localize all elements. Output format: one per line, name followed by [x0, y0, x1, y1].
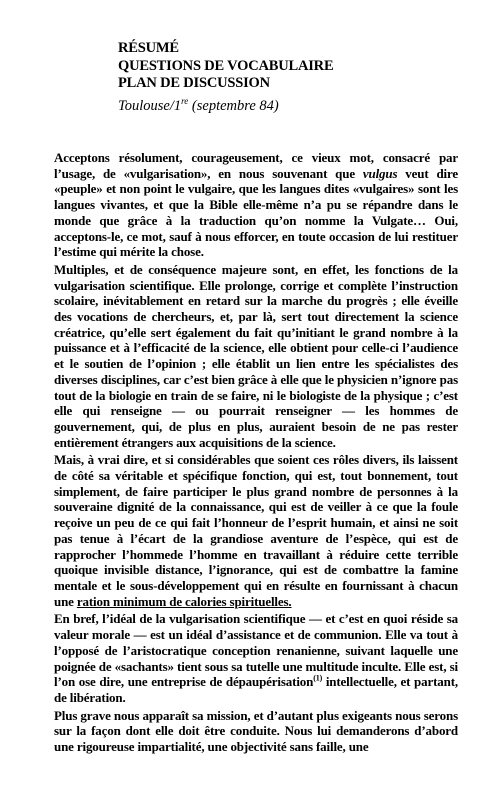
document-header — [118, 40, 333, 115]
subtitle-date: (septembre 84) — [188, 97, 279, 114]
paragraph-4 — [54, 611, 458, 705]
paragraph-3-text: Mais, à vrai dire, et si considérables que soient ces rôles divers, ils laissent de côté sa véritable et spécifique fonction, qui est, tout bonnement, tout simplement, de faire participer le plus grand nombre de personnes à la souveraine dignité de la connaissance, qui est de veiller à ce que la foule reçoive un peu de ce qui fait l’honneur de l’esprit humain, et ainsi ne soit pas tenue à l’écart de la grandiose aventure de l’espèce, qui est de rapprocher l’hommede l’homme en travaillant à réduire cette terrible quoique invisible distance, l’ignorance, qui est de combattre la famine mentale et le sous-développement qui en résulte en fournissant à chacun une — [54, 452, 458, 609]
paragraph-1-text-a: Acceptons résolument, courageusement, ce vieux mot, consacré par l’usage, de «vulgarisation», en nous souvenant que — [54, 150, 458, 181]
paragraph-2: Multiples, et de conséquence majeure sont, en effet, les fonctions de la vulgarisation scientifique. Elle prolonge, corrige et complète l’instruction scolaire, inévitablement en retard sur la marche du progrès ; elle éveille des vocations de chercheurs, et, par là, sert tout directement la science créatrice, qu’elle sert également du fait qu’initiant le grand nombre à la puissance et à l’efficacité de la science, elle obtient pour celle-ci l’audience et le soutien de l’opinion ; elle établit un lien entre les spécialistes des diverses disciplines, car c’est bien grâce à elle que le physicien n’ignore pas tout de la biologie en train de se faire, ni le biologiste de la physique ; c’est elle qui renseigne — ou pourrait renseigner — les hommes de gouvernement, qui, de plus en plus, auraient besoin de ne pas rester entièrement étrangers aux acquisitions de la science. — [54, 261, 458, 450]
heading-resume: RÉSUMÉ — [118, 40, 179, 56]
footnote-marker: (1) — [313, 673, 323, 683]
heading-vocabulary: QUESTIONS DE VOCABULAIRE — [118, 57, 334, 74]
subtitle-place-date — [118, 93, 333, 115]
underlined-phrase: ration minimum de calories spirituelles. — [76, 593, 292, 609]
paragraph-4-text-a: En bref, l’idéal de la vulgarisation scientifique — et c’est en quoi réside sa valeur morale — est un idéal d’assistance et de communion. Elle va tout à l’opposé de l’aristocratique conception renanienne, suivant laquelle une poignée de «sachants» tient sous sa tutelle une multitude inculte. Elle est, si l’on ose dire, une entreprise de dépaupérisation — [54, 611, 458, 690]
subtitle-sup: re — [181, 95, 189, 106]
heading-discussion: PLAN DE DISCUSSION — [118, 75, 270, 91]
document-body — [54, 150, 458, 757]
paragraph-5: Plus grave nous apparaît sa mission, et d’autant plus exigeants nous serons sur la façon dont elle doit être conduite. Nous lui demanderons d’abord une rigoureuse impartialité, une objectivité sans faille, une — [54, 707, 458, 755]
paragraph-4-text-b: intellectuelle, et partant, de libération. — [54, 674, 458, 705]
subtitle-place: Toulouse/1 — [118, 97, 182, 114]
paragraph-1 — [54, 150, 458, 260]
italic-word-vulgus: vulgus — [362, 165, 398, 181]
paragraph-3 — [54, 452, 458, 609]
paragraph-1-text-b: veut dire «peuple» et non point le vulgaire, que les langues dites «vulgaires» sont les langues vivantes, et que la Bible elle-même n’a pu se répandre dans le monde que grâce à la traduction qu’on nomme la Vulgate… Oui, acceptons-le, ce mot, sauf à nous efforcer, en toute occasion de lui restituer l’estime qui mérite la chose. — [54, 165, 458, 260]
